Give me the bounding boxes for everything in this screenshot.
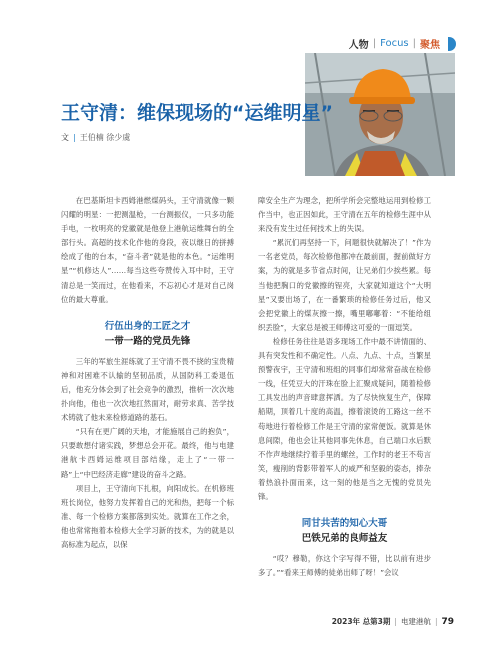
page-edge-tab [448,37,456,51]
footer-divider: | [394,617,397,626]
page-number: 79 [441,616,454,627]
header-divider: | [372,38,377,49]
byline-label: 文 [61,133,69,142]
section-subhead [61,319,234,349]
paragraph: 在巴基斯坦卡西姆港燃煤码头，王守清就像一颗闪耀的明星：一把测温枪，一台测振仪，一只多功能手电，一枚明亮的党徽就是他登上港航运维舞台的全部行头。高超的技术化作他的身段，夜以继日的拼搏绘成了他的台本，“奋斗者”就是他的本色。“运维明星”“机修达人”……每当这些夸赞传入耳中时，王守清总是一笑而过，在他看来，不忘初心才是对自己岗位的最大尊重。 [61,196,234,304]
page-header [349,36,456,51]
article-title: 王守清：维保现场的“运维明星” [61,102,333,124]
byline-divider: | [73,133,76,142]
left-column [61,194,234,552]
header-divider: | [412,38,416,49]
subhead-line-1: 同甘共苦的知心大哥 [301,518,388,530]
paragraph: 检修任务往往是语多现场工作中最不讲情面的、具有突发性和不确定性。八点、九点、十点，当繁星预警夜宇，王守清和班组的同事们却常常奋战在检修一线，任凭豆大的汗珠在脸上汇聚成疑问，随着检修工具发出的声音肆意挥洒。为了尽快恢复生产，保障船期，顶着几十度的高温，擦着滚烫的工路这一丝不苟地进行着检修工作是王守清的家常便饭。就算是休息间隙，他也会让其他同事先休息，自己端口水后默不作声地继续拧着手里的螺丝，工作时的老王不苟言笑，瘦削的背影带着军人的威严和坚毅的姿态，捧杂着热浪扑面而来，这一刻的他是当之无愧的党员先锋。 [258,336,431,501]
page-footer [332,616,454,627]
byline-authors: 王伯楠 徐少虞 [79,133,131,142]
footer-divider: | [434,617,438,626]
paragraph: “只有在更广阔的天地，才能施展自己的抱负”，只要敢想付诸实践，梦想总会开花。最终，他与电建港航卡西姆运维项目部结缘，走上了“一带一路”上“中巴经济走廊”建设的奋斗之路。 [61,427,234,479]
subhead-line-1: 行伍出身的工匠之才 [104,320,191,332]
subhead-line-2: 一带一路的党员先锋 [104,335,191,347]
section-label-spotlight: 聚焦 [420,40,440,51]
paragraph: 项目上，王守清向下扎根，向阳成长。在机修班班长岗位，他努力发挥着自己的光和热，把每一个标准、每一个检修方案都落到实处。就算在工作之余，他也常常拖着本检修大全学习新的技术，为的就是以高标准为起点，以保 [61,483,234,549]
paragraph: 三年的军旅生涯练就了王守清不畏不挠的宝贵精神和对困难不认输的坚韧品质，从国防科工委退伍后，他充分体会到了社会竞争的激烈，推析一次次地扑向他，他也一次次地扛然面对，耐劳求真、苦学技术铸就了他未来检修道路的基石。 [61,356,234,423]
section-label-focus: Focus [380,38,409,49]
section-subhead [258,516,431,546]
byline [61,132,130,143]
magazine-name: 电建港航 [400,617,431,626]
paragraph: 障安全生产为理念，把所学所会完整地运用到检修工作当中，也正因如此，王守清在五年的检修生涯中从来没有发生过任何技术上的失误。 [258,196,431,234]
subhead-line-2: 巴铁兄弟的良师益友 [301,533,388,545]
section-label-people: 人物 [348,40,369,51]
paragraph: “哎？穆勒，你这个字写得不错，比以前有进步多了。”“看来王师傅的徒弟出师了呀！”会议 [258,554,431,578]
right-column [258,194,431,580]
paragraph: “累沉们再坚持一下，问题很快就解决了！”作为一名老党员，每次检修他都冲在最前面，握前做好方案，为的就是多节省点时间，让兄弟们少挨些累。每当他把胸口的党徽擦的锃亮，大家就知道这个“大明星”又要出场了，在一番繁琐的检修任务过后，他又会把党徽上的煤灰擦一擦，嘴里嘟嘟着：“不能给组织丢脸”，大家总是被王师傅这可爱的一面逗笑。 [258,238,431,332]
issue-label: 2023年 总第3期 [331,617,391,626]
